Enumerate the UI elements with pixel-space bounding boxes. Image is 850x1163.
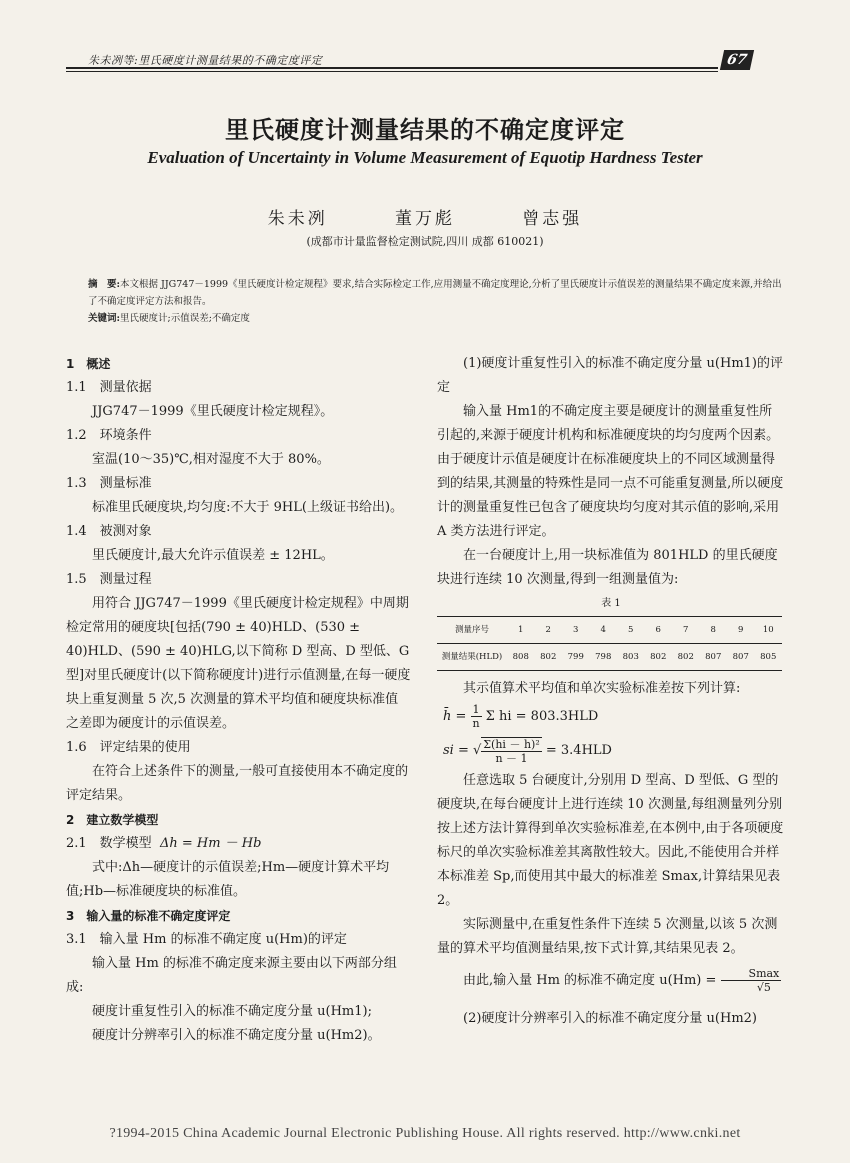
keywords: 里氏硬度计;示值误差;不确定度 [120, 313, 250, 324]
subsection-heading: 3.1 输入量 Hm 的标准不确定度 u(Hm)的评定 [66, 932, 347, 947]
paragraph-heading: (2)硬度计分辨率引入的标准不确定度分量 u(Hm2) [463, 1011, 757, 1026]
subsection-heading: 1.3 测量标准 [66, 476, 152, 491]
denominator: n [472, 717, 480, 730]
formula: Δh = Hm － Hb [159, 836, 262, 851]
table-cell: 802 [645, 644, 673, 671]
fraction [721, 967, 782, 994]
abstract-label: 摘 要: [88, 279, 121, 290]
title-english: Evaluation of Uncertainty in Volume Measurement of Equotip Hardness Tester [147, 148, 703, 167]
numerator: Σ(hi － h̄)² [483, 737, 540, 751]
author: 曾志强 [522, 209, 583, 229]
denominator: n － 1 [495, 751, 528, 765]
authors [0, 204, 850, 229]
subsection-heading: 1.4 被测对象 [66, 524, 152, 539]
equation-mean [437, 701, 785, 733]
abstract-text: 本文根据 JJG747－1999《里氏硬度计检定规程》要求,结合实际检定工作,应用测量不确定度理论,分析了里氏硬度计示值误差的测量结果不确定度来源,并给出了不确定度评定方法和报告。 [88, 279, 782, 307]
paragraph: 输入量 Hm1的不确定度主要是硬度计的测量重复性所引起的,来源于硬度计机构和标准硬度块的均匀度两个因素。由于硬度计示值是硬度计在标准硬度块上的不同区域测量得到的结果,其测量的特殊性是同一点不可能重复测量,所以硬度计的测量重复性已包含了硬度块均匀度对其示值的影响,采用 A 类方法进行评定。 [437, 404, 784, 539]
list-item: 硬度计重复性引入的标准不确定度分量 u(Hm1); [92, 1004, 372, 1019]
table-cell: 799 [562, 644, 590, 671]
list-item: 硬度计分辨率引入的标准不确定度分量 u(Hm2)。 [92, 1028, 381, 1043]
author: 董万彪 [395, 209, 455, 229]
table-caption: 表 1 [601, 598, 621, 609]
subsection-heading: 1.2 环境条件 [66, 428, 152, 443]
paragraph: 任意选取 5 台硬度计,分别用 D 型高、D 型低、G 型的硬度块,在每台硬度计上进行连续 10 次测量,每组测量列分别按上述方法计算得到单次实验标准差,在本例中,由于各项硬度标尺的单次实验标准差其离散性较大。因此,不能使用合并样本标准差 Sp,而使用其中最大的标准差 Smax,计算结果见表 2。 [437, 773, 784, 908]
table-cell: 798 [590, 644, 618, 671]
table-cell: 807 [727, 644, 755, 671]
paragraph: 在符合上述条件下的测量,一般可直接使用本不确定度的评定结果。 [66, 764, 409, 803]
paragraph-heading: (1)硬度计重复性引入的标准不确定度分量 u(Hm1)的评定 [437, 356, 783, 395]
table-cell: 10 [755, 617, 783, 644]
subsection-heading: 2.1 数学模型 [66, 836, 152, 851]
denominator: √5 [756, 981, 771, 994]
table-header: 测量结果(HLD) [437, 644, 507, 671]
paragraph: 室温(10～35)℃,相对湿度不大于 80%。 [92, 452, 330, 467]
paragraph: 用符合 JJG747－1999《里氏硬度计检定规程》中周期检定常用的硬度块[包括(790 ± 40)HLD、(530 ± 40)HLD、(590 ± 40)HLG,以下简称 D 型高、D 型低、G 型]对里氏硬度计(以下简称硬度计)进行示值测量,在每一硬度块上重复测量 5 次,5 次测量的算术平均值和硬度块标准值之差即为硬度计的示值误差。 [66, 596, 411, 731]
table-cell: 807 [700, 644, 728, 671]
equation-std [437, 733, 785, 769]
measurement-table [437, 616, 782, 671]
section-heading: 1 概述 [66, 357, 111, 371]
fraction [481, 737, 541, 765]
abstract [88, 276, 788, 327]
running-header: 朱未冽等:里氏硬度计测量结果的不确定度评定 [88, 54, 323, 67]
formula-line [66, 832, 411, 856]
table-cell: 6 [645, 617, 673, 644]
table-cell: 803 [617, 644, 645, 671]
affiliation: (成都市计量监督检定测试院,四川 成都 610021) [306, 235, 544, 248]
table-cell: 802 [672, 644, 700, 671]
subsection-heading: 1.6 评定结果的使用 [66, 740, 191, 755]
keywords-label: 关键词: [88, 313, 121, 324]
table-header: 测量序号 [437, 617, 507, 644]
table-cell: 805 [755, 644, 783, 671]
paragraph: 式中:Δh—硬度计的示值误差;Hm—硬度计算术平均值;Hb—标准硬度块的标准值。 [66, 860, 390, 899]
equation-rhs: Σ hi = 803.3HLD [485, 709, 599, 724]
right-column [437, 352, 785, 1031]
copyright-footer: ?1994-2015 China Academic Journal Electronic Publishing House. All rights reserved. http://www.cnki.net [109, 1126, 741, 1141]
table-cell: 8 [700, 617, 728, 644]
author: 朱未冽 [267, 209, 328, 229]
paragraph: 实际测量中,在重复性条件下连续 5 次测量,以该 5 次测量的算术平均值测量结果,按下式计算,其结果见表 2。 [437, 917, 778, 956]
table-cell: 1 [507, 617, 535, 644]
table-cell: 7 [672, 617, 700, 644]
title-chinese: 里氏硬度计测量结果的不确定度评定 [225, 116, 625, 144]
table-cell: 2 [535, 617, 563, 644]
subsection-heading: 1.5 测量过程 [66, 572, 152, 587]
paragraph: 里氏硬度计,最大允许示值误差 ± 12HL。 [92, 548, 334, 563]
table-cell: 802 [535, 644, 563, 671]
numerator: 1 [472, 703, 480, 716]
paragraph: 其示值算术平均值和单次实验标准差按下列计算: [463, 681, 741, 696]
section-heading: 3 输入量的标准不确定度评定 [66, 909, 231, 923]
header-rule-thin [66, 71, 718, 72]
table-row [437, 644, 782, 671]
paragraph: 在一台硬度计上,用一块标准值为 801HLD 的里氏硬度块进行连续 10 次测量,得到一组测量值为: [437, 548, 778, 587]
section-heading: 2 建立数学模型 [66, 813, 159, 827]
table-cell: 3 [562, 617, 590, 644]
header-rule [66, 67, 718, 69]
fraction [471, 703, 482, 730]
numerator: Smax [721, 967, 782, 981]
equation-rhs: = 3.4HLD [545, 743, 612, 758]
subsection-heading: 1.1 测量依据 [66, 380, 152, 395]
table-cell: 4 [590, 617, 618, 644]
table-cell: 5 [617, 617, 645, 644]
table-row [437, 617, 782, 644]
equation-uncertainty [437, 961, 785, 1001]
table-cell: 9 [727, 617, 755, 644]
equation-lhs: 由此,输入量 Hm 的标准不确定度 u(Hm) = [463, 973, 721, 988]
page-number: 67 [720, 50, 754, 70]
paragraph: 输入量 Hm 的标准不确定度来源主要由以下两部分组成: [66, 956, 397, 995]
paragraph: JJG747－1999《里氏硬度计检定规程》。 [92, 404, 334, 419]
equation-lhs: si = √ [443, 743, 482, 758]
equation-lhs: h̄ = [443, 709, 471, 724]
table-cell: 808 [507, 644, 535, 671]
left-column [66, 352, 411, 1048]
paragraph: 标准里氏硬度块,均匀度:不大于 9HL(上级证书给出)。 [92, 500, 404, 515]
